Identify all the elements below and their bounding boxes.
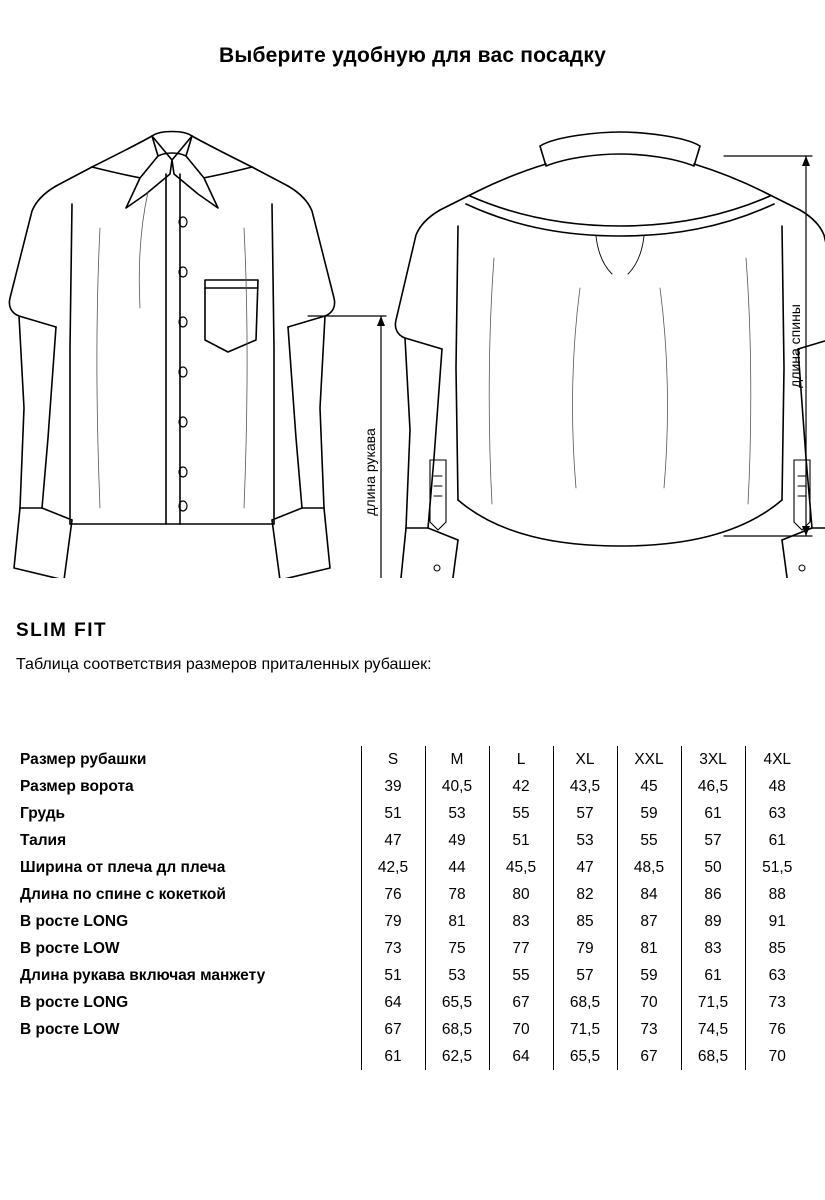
cell-xl: 65,5	[553, 1043, 617, 1070]
header-cell-4xl: 4XL	[745, 746, 809, 773]
cell-s: 67	[361, 1016, 425, 1043]
size-table-wrapper	[16, 746, 809, 1070]
front-measure-label: длина рукава	[362, 428, 378, 516]
cell-s: 79	[361, 908, 425, 935]
row-label: Грудь	[20, 804, 66, 822]
cell-xl: 82	[553, 881, 617, 908]
cell-4xl: 91	[745, 908, 809, 935]
cell-l: 42	[489, 773, 553, 800]
cell-m: 68,5	[425, 1016, 489, 1043]
table-row	[16, 962, 809, 989]
cell-m: 44	[425, 854, 489, 881]
fit-name: SLIM FIT	[16, 620, 108, 641]
size-table	[16, 746, 809, 1070]
cell-3xl: 86	[681, 881, 745, 908]
table-row	[16, 908, 809, 935]
row-label: Размер ворота	[20, 777, 134, 795]
cell-s: 73	[361, 935, 425, 962]
cell-4xl: 88	[745, 881, 809, 908]
cell-xl: 71,5	[553, 1016, 617, 1043]
header-cell-xxl: XXL	[617, 746, 681, 773]
table-row	[16, 800, 809, 827]
cell-xxl: 81	[617, 935, 681, 962]
cell-xxl: 48,5	[617, 854, 681, 881]
cell-s: 64	[361, 989, 425, 1016]
cell-l: 64	[489, 1043, 553, 1070]
cell-s: 76	[361, 881, 425, 908]
back-shirt-graphic	[395, 132, 825, 578]
cell-m: 62,5	[425, 1043, 489, 1070]
cell-m: 65,5	[425, 989, 489, 1016]
cell-s: 51	[361, 800, 425, 827]
row-label: В росте LOW	[20, 939, 120, 957]
cell-l: 77	[489, 935, 553, 962]
back-measure-label: длина спины	[787, 304, 803, 388]
row-label: В росте LONG	[20, 912, 129, 930]
cell-4xl: 48	[745, 773, 809, 800]
header-cell-s: S	[361, 746, 425, 773]
row-label: В росте LOW	[20, 1020, 120, 1038]
cell-4xl: 70	[745, 1043, 809, 1070]
cell-xl: 43,5	[553, 773, 617, 800]
cell-xxl: 59	[617, 800, 681, 827]
cell-s: 39	[361, 773, 425, 800]
cell-l: 67	[489, 989, 553, 1016]
front-shirt-graphic	[9, 132, 334, 579]
cell-s: 47	[361, 827, 425, 854]
cell-l: 70	[489, 1016, 553, 1043]
cell-xl: 53	[553, 827, 617, 854]
cell-3xl: 61	[681, 962, 745, 989]
cell-m: 53	[425, 800, 489, 827]
cell-m: 53	[425, 962, 489, 989]
cell-xl: 85	[553, 908, 617, 935]
cell-xxl: 70	[617, 989, 681, 1016]
cell-xxl: 59	[617, 962, 681, 989]
cell-s: 61	[361, 1043, 425, 1070]
row-label: Длина рукава включая манжету	[20, 966, 266, 984]
table-row	[16, 1016, 809, 1043]
cell-m: 75	[425, 935, 489, 962]
cell-3xl: 50	[681, 854, 745, 881]
cell-4xl: 61	[745, 827, 809, 854]
cell-l: 83	[489, 908, 553, 935]
cell-xl: 47	[553, 854, 617, 881]
row-label: Длина по спине с кокеткой	[20, 885, 226, 903]
cell-xxl: 67	[617, 1043, 681, 1070]
table-row	[16, 854, 809, 881]
header-cell-xl: XL	[553, 746, 617, 773]
cell-3xl: 57	[681, 827, 745, 854]
row-label	[16, 1043, 361, 1070]
cell-3xl: 74,5	[681, 1016, 745, 1043]
cell-3xl: 89	[681, 908, 745, 935]
cell-xl: 57	[553, 800, 617, 827]
size-table-body	[16, 773, 809, 1070]
row-label: Талия	[20, 831, 67, 849]
cell-4xl: 85	[745, 935, 809, 962]
cell-m: 78	[425, 881, 489, 908]
cell-3xl: 71,5	[681, 989, 745, 1016]
header-cell-3xl: 3XL	[681, 746, 745, 773]
header-cell-l: L	[489, 746, 553, 773]
cell-l: 55	[489, 962, 553, 989]
page-title: Выберите удобную для вас посадку	[218, 44, 607, 67]
cell-4xl: 73	[745, 989, 809, 1016]
cell-4xl: 51,5	[745, 854, 809, 881]
cell-xxl: 55	[617, 827, 681, 854]
cell-3xl: 46,5	[681, 773, 745, 800]
table-row	[16, 1043, 809, 1070]
table-row	[16, 935, 809, 962]
table-row	[16, 827, 809, 854]
table-row	[16, 881, 809, 908]
cell-3xl: 68,5	[681, 1043, 745, 1070]
cell-m: 49	[425, 827, 489, 854]
cell-4xl: 76	[745, 1016, 809, 1043]
cell-3xl: 61	[681, 800, 745, 827]
shirt-illustrations	[0, 108, 825, 578]
size-table-head	[16, 746, 809, 773]
cell-l: 80	[489, 881, 553, 908]
table-header-row	[16, 746, 809, 773]
cell-l: 45,5	[489, 854, 553, 881]
cell-4xl: 63	[745, 962, 809, 989]
cell-s: 51	[361, 962, 425, 989]
cell-xl: 79	[553, 935, 617, 962]
cell-4xl: 63	[745, 800, 809, 827]
cell-3xl: 83	[681, 935, 745, 962]
cell-xxl: 87	[617, 908, 681, 935]
header-cell-label: Размер рубашки	[20, 750, 147, 768]
row-label: В росте LONG	[20, 993, 129, 1011]
fit-description: Таблица соответствия размеров приталенных рубашек:	[16, 656, 432, 673]
cell-l: 51	[489, 827, 553, 854]
cell-xl: 68,5	[553, 989, 617, 1016]
cell-m: 40,5	[425, 773, 489, 800]
row-label: Ширина от плеча дл плеча	[20, 858, 226, 876]
cell-l: 55	[489, 800, 553, 827]
cell-xxl: 84	[617, 881, 681, 908]
cell-m: 81	[425, 908, 489, 935]
header-cell-m: M	[425, 746, 489, 773]
cell-xxl: 73	[617, 1016, 681, 1043]
cell-xl: 57	[553, 962, 617, 989]
table-row	[16, 773, 809, 800]
cell-xxl: 45	[617, 773, 681, 800]
table-row	[16, 989, 809, 1016]
cell-s: 42,5	[361, 854, 425, 881]
